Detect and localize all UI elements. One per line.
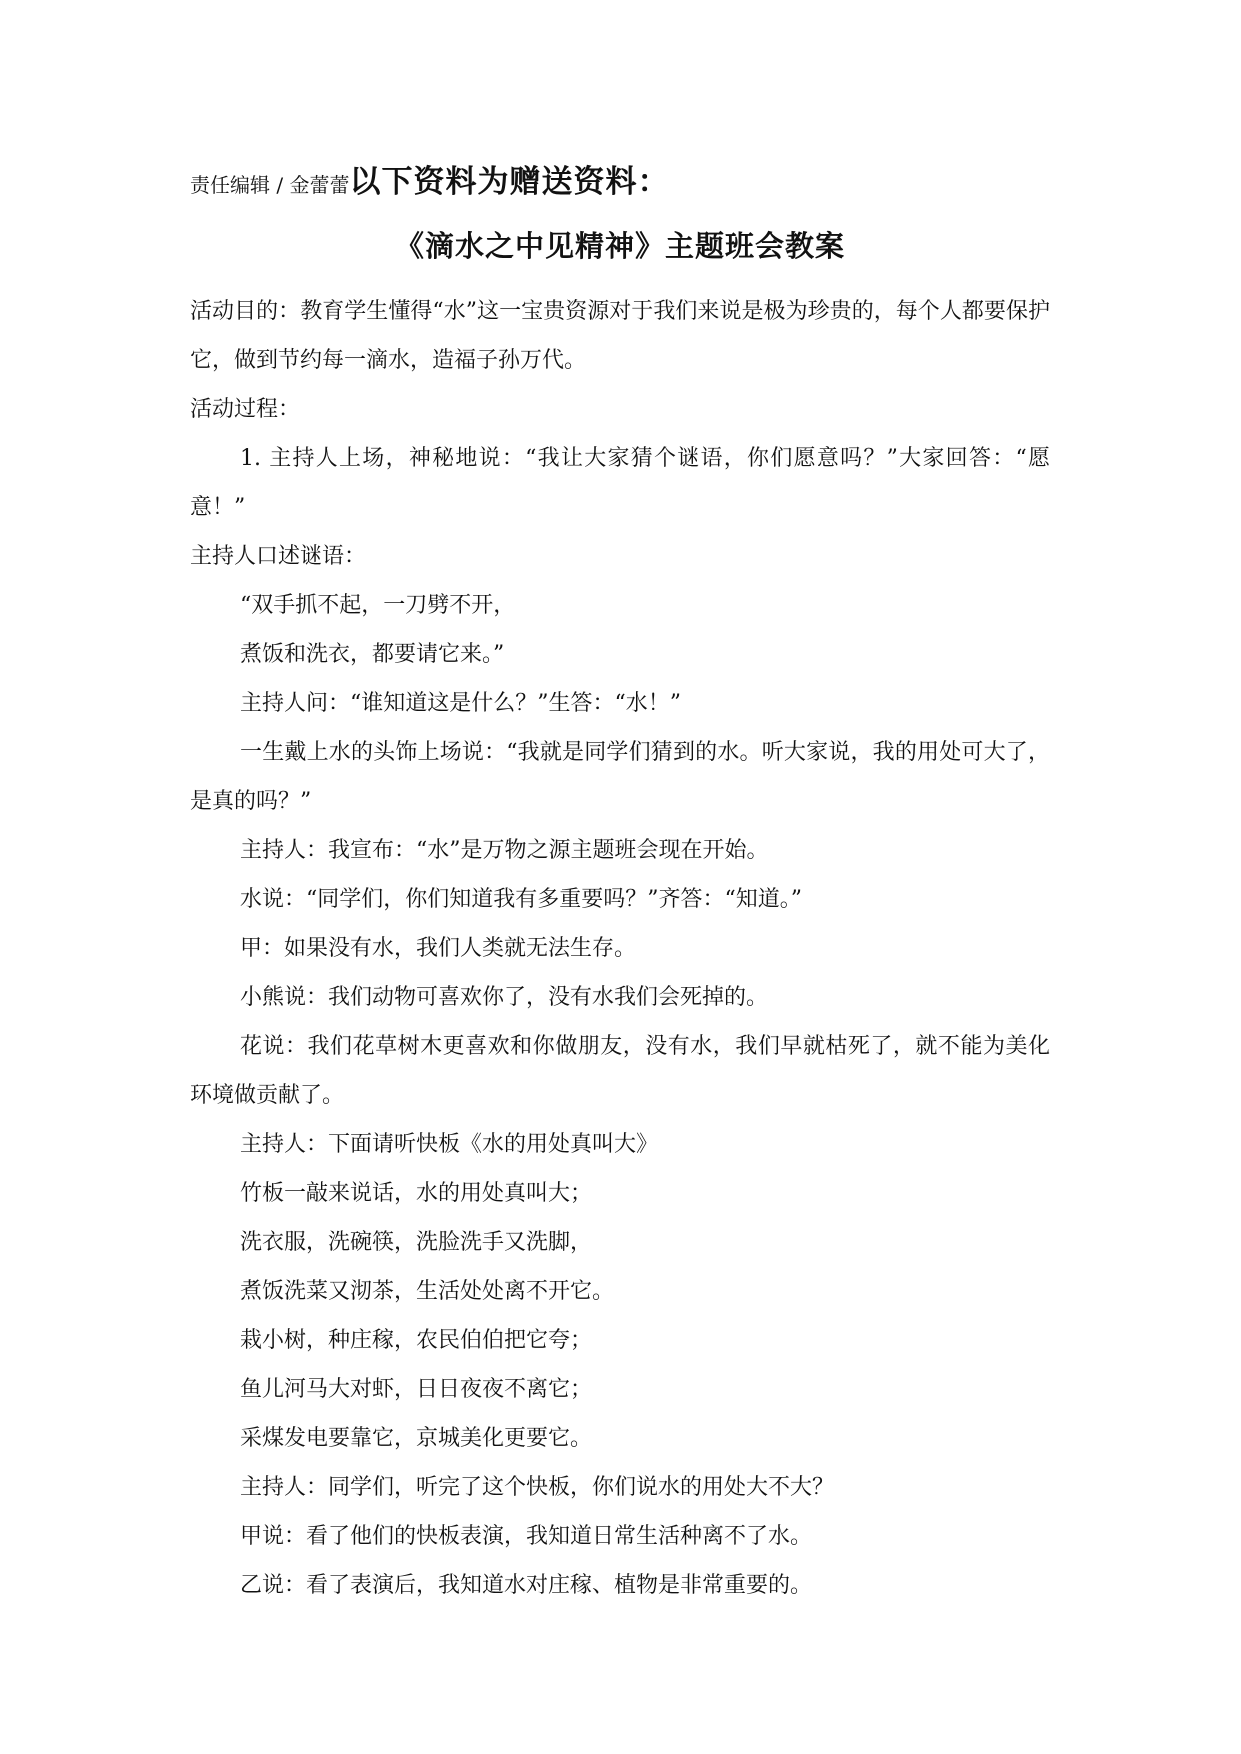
paragraph-water-asks: 水说：“同学们，你们知道我有多重要吗？”齐答：“知道。” bbox=[240, 887, 802, 912]
paragraph-kuaiban-line-3: 煮饭洗菜又沏茶，生活处处离不开它。 bbox=[240, 1279, 615, 1304]
paragraph-bear: 小熊说：我们动物可喜欢你了，没有水我们会死掉的。 bbox=[240, 985, 769, 1010]
paragraph-kuaiban-line-5: 鱼儿河马大对虾，日日夜夜不离它； bbox=[240, 1377, 593, 1402]
paragraph-flower: 花说：我们花草树木更喜欢和你做朋友，没有水，我们早就枯死了，就不能为美化环境做贡献了。 bbox=[190, 1034, 1050, 1108]
paragraph-host-asks: 主持人问：“谁知道这是什么？”生答：“水！” bbox=[240, 691, 681, 716]
paragraph-host-question: 主持人：同学们，听完了这个快板，你们说水的用处大不大？ bbox=[240, 1475, 835, 1500]
paragraph-kuaiban-line-1: 竹板一敲来说话，水的用处真叫大； bbox=[240, 1181, 593, 1206]
paragraph-kuaiban-intro: 主持人：下面请听快板《水的用处真叫大》 bbox=[240, 1132, 659, 1157]
header-line bbox=[190, 156, 1070, 201]
paragraph-yi: 乙说：看了表演后，我知道水对庄稼、植物是非常重要的。 bbox=[240, 1573, 813, 1598]
paragraph-kuaiban-line-4: 栽小树，种庄稼，农民伯伯把它夸； bbox=[240, 1328, 593, 1353]
paragraph-water-enters: 一生戴上水的头饰上场说：“我就是同学们猜到的水。听大家说，我的用处可大了，是真的吗？” bbox=[190, 740, 1050, 814]
paragraph-riddle-line-2: 煮饭和洗衣，都要请它来。” bbox=[240, 642, 505, 667]
paragraph-riddle-line-1: “双手抓不起，一刀劈不开， bbox=[240, 593, 516, 618]
paragraph-riddle-intro: 主持人口述谜语： bbox=[190, 544, 367, 569]
editor-credit: 责任编辑 / 金蕾蕾 bbox=[190, 173, 350, 197]
document-body bbox=[190, 287, 1050, 1610]
paragraph-process-heading: 活动过程： bbox=[190, 397, 301, 422]
paragraph-purpose: 活动目的：教育学生懂得“水”这一宝贵资源对于我们来说是极为珍贵的，每个人都要保护它，做到节约每一滴水，造福子孙万代。 bbox=[190, 299, 1050, 373]
document-title: 《滴水之中见精神》主题班会教案 bbox=[394, 229, 845, 263]
gift-notice: 以下资料为赠送资料： bbox=[349, 164, 670, 200]
paragraph-jia-1: 甲：如果没有水，我们人类就无法生存。 bbox=[240, 936, 637, 961]
paragraph-host-enters: 1. 主持人上场，神秘地说：“我让大家猜个谜语，你们愿意吗？”大家回答：“愿意！” bbox=[190, 446, 1050, 520]
paragraph-host-announces: 主持人：我宣布：“水”是万物之源主题班会现在开始。 bbox=[240, 838, 769, 863]
paragraph-kuaiban-line-2: 洗衣服，洗碗筷，洗脸洗手又洗脚， bbox=[240, 1230, 593, 1255]
paragraph-kuaiban-line-6: 采煤发电要靠它，京城美化更要它。 bbox=[240, 1426, 593, 1451]
paragraph-jia-2: 甲说：看了他们的快板表演，我知道日常生活种离不了水。 bbox=[240, 1524, 813, 1549]
